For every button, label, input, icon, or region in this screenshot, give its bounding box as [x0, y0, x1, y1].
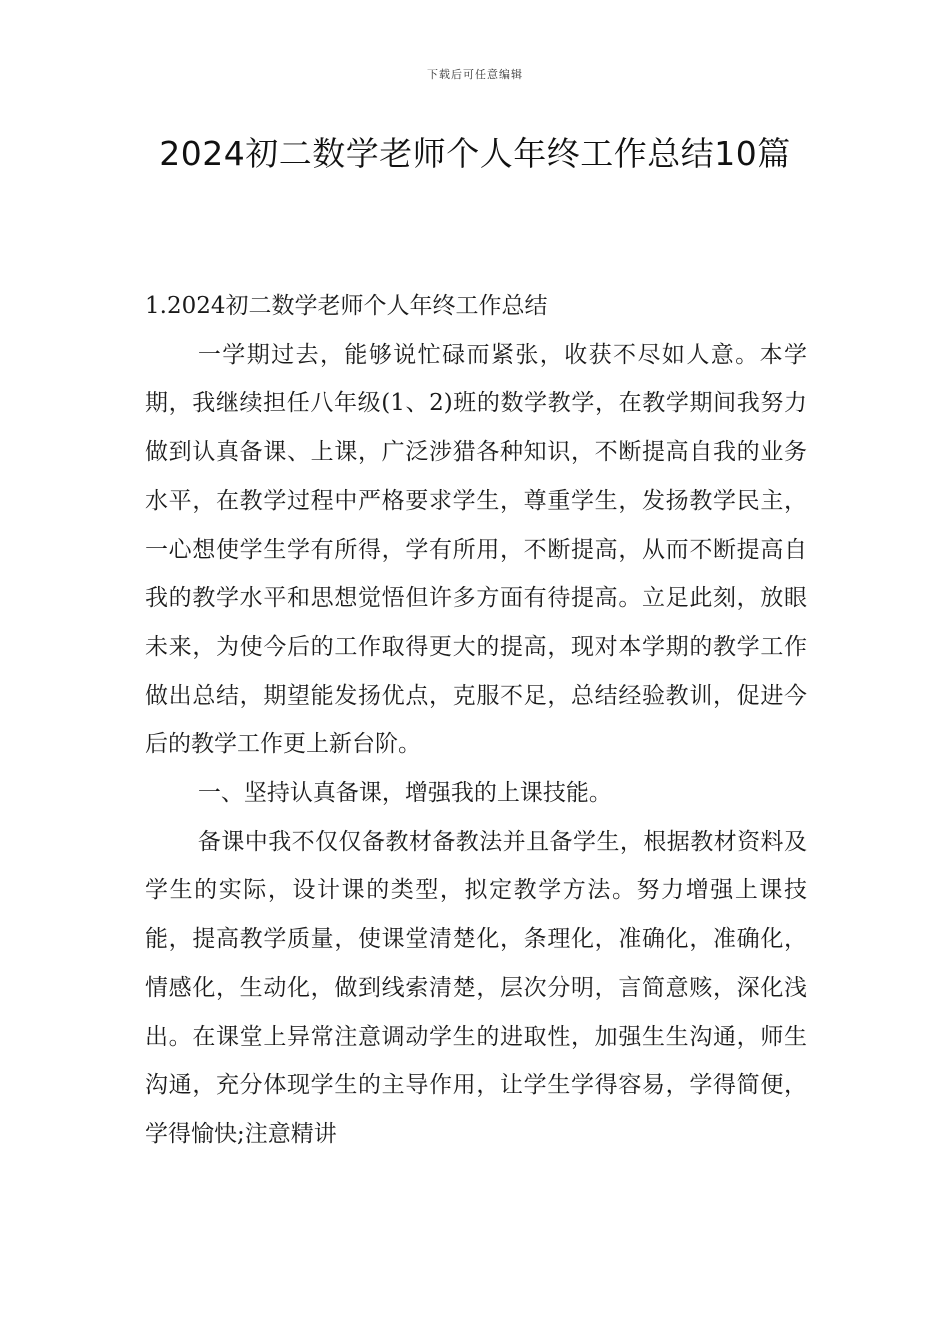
paragraph-intro: 一学期过去，能够说忙碌而紧张，收获不尽如人意。本学期，我继续担任八年级(1、2)班的数学教学，在教学期间我努力做到认真备课、上课，广泛涉猎各种知识，不断提高自我的业务水平，在教学过程中严格要求学生，尊重学生，发扬教学民主，一心想使学生学有所得，学有所用，不断提高，从而不断提高自我的教学水平和思想觉悟但许多方面有待提高。立足此刻，放眼未来，为使今后的工作取得更大的提高，现对本学期的教学工作做出总结，期望能发扬优点，克服不足，总结经验教训，促进今后的教学工作更上新台阶。 [145, 341, 807, 758]
header-note: 下载后可任意编辑 [427, 68, 523, 81]
paragraph-subheading: 一、坚持认真备课，增强我的上课技能。 [197, 780, 612, 807]
document-body [145, 282, 807, 1159]
document-title: 2024初二数学老师个人年终工作总结10篇 [159, 134, 791, 173]
section-heading: 1.2024初二数学老师个人年终工作总结 [145, 293, 548, 319]
paragraph-lesson-prep: 备课中我不仅仅备教材备教法并且备学生，根据教材资料及学生的实际，设计课的类型，拟定教学方法。努力增强上课技能，提高教学质量，使课堂清楚化，条理化，准确化，准确化，情感化，生动化，做到线索清楚，层次分明，言简意赅，深化浅出。在课堂上异常注意调动学生的进取性，加强生生沟通，师生沟通，充分体现学生的主导作用，让学生学得容易，学得简便，学得愉快;注意精讲 [145, 828, 807, 1147]
